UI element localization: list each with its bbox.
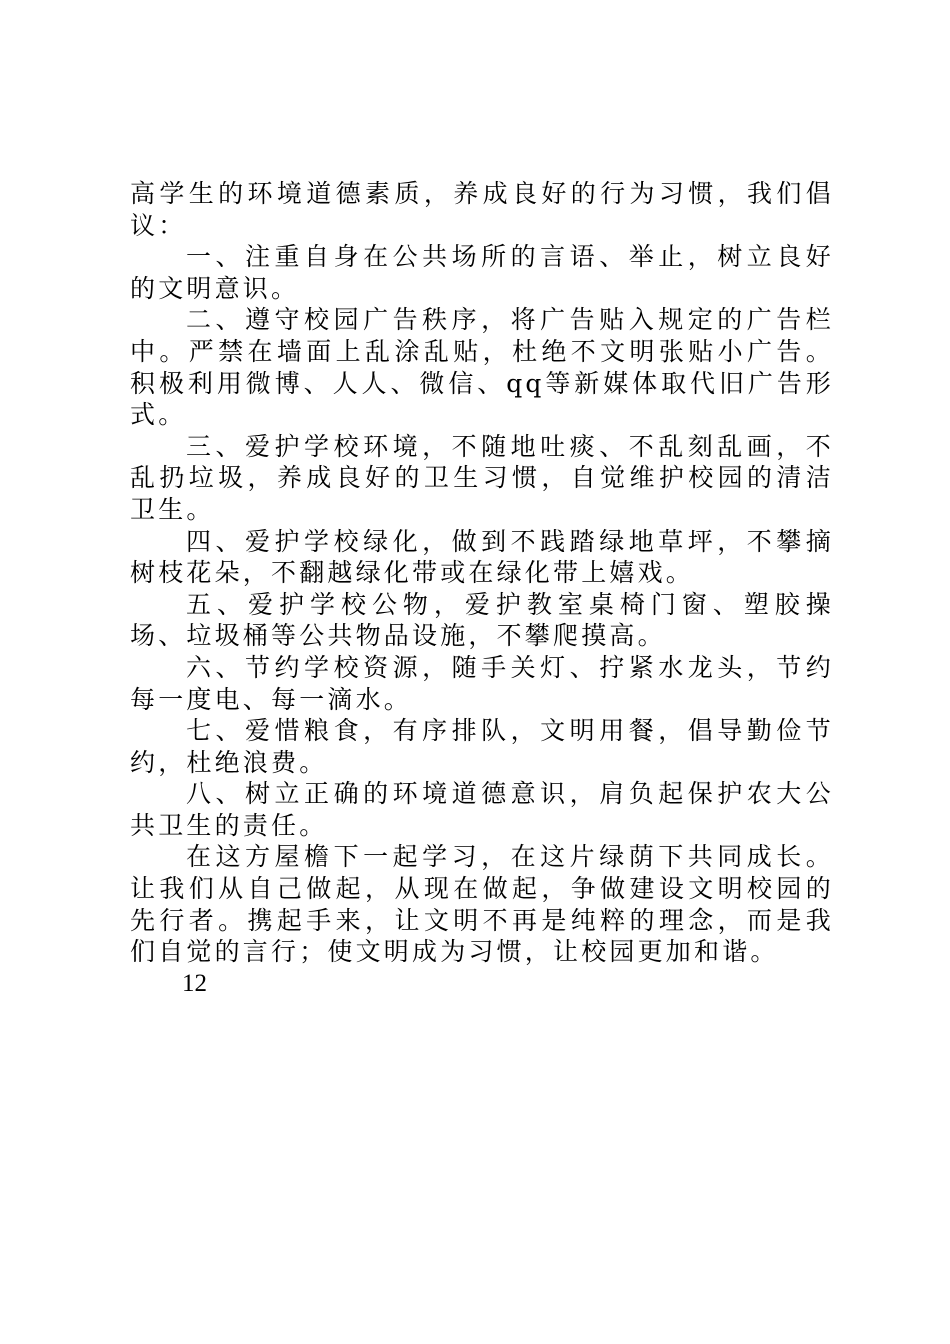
proposal-item-4: 四、爱护学校绿化，做到不践踏绿地草坪，不攀摘树枝花朵，不翻越绿化带或在绿化带上嬉戏。 — [130, 526, 834, 588]
proposal-item-2: 二、遵守校园广告秩序，将广告贴入规定的广告栏中。严禁在墙面上乱涂乱贴，杜绝不文明张贴小广告。积极利用微博、人人、微信、qq等新媒体取代旧广告形式。 — [130, 305, 834, 430]
proposal-item-8: 八、树立正确的环境道德意识，肩负起保护农大公共卫生的责任。 — [130, 779, 834, 840]
intro-paragraph: 高学生的环境道德素质，养成良好的行为习惯，我们倡议： — [130, 179, 834, 240]
page-number: 12 — [182, 969, 207, 997]
proposal-item-7: 七、爱惜粮食，有序排队，文明用餐，倡导勤俭节约，杜绝浪费。 — [130, 716, 834, 777]
proposal-item-3: 三、爱护学校环境，不随地吐痰、不乱刻乱画，不乱扔垃圾，养成良好的卫生习惯，自觉维护校园的清洁卫生。 — [130, 431, 834, 524]
proposal-item-6: 六、节约学校资源，随手关灯、拧紧水龙头，节约每一度电、每一滴水。 — [130, 652, 834, 714]
proposal-item-5: 五、爱护学校公物，爱护教室桌椅门窗、塑胶操场、垃圾桶等公共物品设施，不攀爬摸高。 — [130, 589, 834, 651]
document-body — [130, 178, 834, 999]
proposal-item-1: 一、注重自身在公共场所的言语、举止，树立良好的文明意识。 — [130, 242, 834, 303]
closing-paragraph: 在这方屋檐下一起学习，在这片绿荫下共同成长。让我们从自己做起，从现在做起，争做建设文明校园的先行者。携起手来，让文明不再是纯粹的理念，而是我们自觉的言行；使文明成为习惯，让校园更加和谐。 — [130, 842, 834, 967]
